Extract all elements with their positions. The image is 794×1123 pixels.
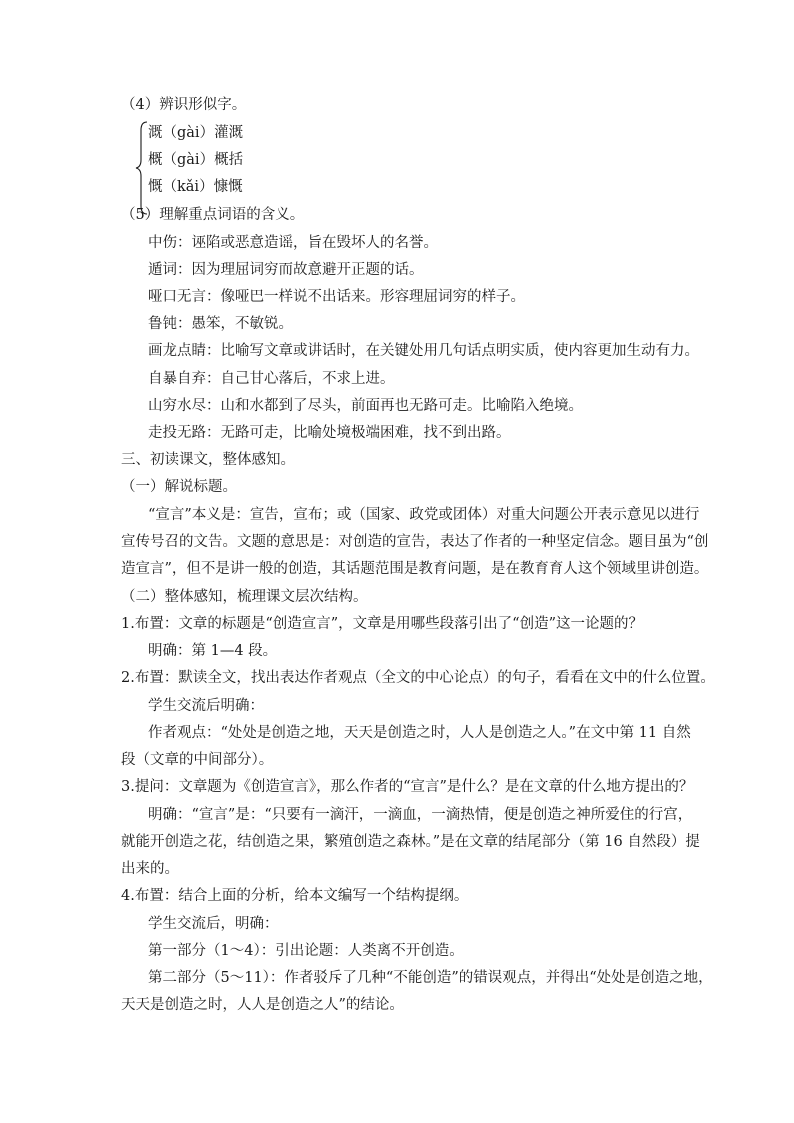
question-2: 2.布置：默读全文，找出表达作者观点（全文的中心论点）的句子，看看在文中的什么位置。 [121, 670, 715, 686]
vocab-item: 遁词：因为理屈词穷而故意避开正题的话。 [148, 262, 424, 278]
vocab-item: 山穷水尽：山和水都到了尽头，前面再也无路可走。比喻陷入绝境。 [148, 398, 583, 414]
similar-char-item: 概（gài）概括 [148, 152, 244, 168]
title-explanation-line: “宣言”本义是：宣告，宣布；或（国家、政党或团体）对重大问题公开表示意见以进行 [148, 507, 700, 523]
answer-3-line: 出来的。 [121, 861, 179, 877]
answer-3-line: 明确：“宣言”是：“只要有一滴汗，一滴血，一滴热情，便是创造之神所爱住的行宫， [148, 807, 693, 823]
answer-2-line: 段（文章的中间部分）。 [121, 752, 274, 768]
vocab-item: 自暴自弃：自己甘心落后，不求上进。 [148, 371, 395, 387]
answer-2-intro: 学生交流后明确： [148, 698, 264, 714]
vocab-item: 走投无路：无路可走，比喻处境极端困难，找不到出路。 [148, 425, 511, 441]
vocab-item: 鲁钝：愚笨，不敏锐。 [148, 316, 293, 332]
question-3: 3.提问：文章题为《创造宣言》，那么作者的“宣言”是什么？是在文章的什么地方提出的？ [121, 779, 694, 795]
question-4: 4.布置：结合上面的分析，给本文编写一个结构提纲。 [121, 888, 469, 904]
outline-part-1: 第一部分（1～4）：引出论题：人类离不开创造。 [148, 943, 464, 959]
answer-3-line: 就能开创造之花，结创造之果，繁殖创造之森林。”是在文章的结尾部分（第 16 自然段）提 [121, 834, 700, 850]
similar-char-item: 溉（gài）灌溉 [148, 125, 244, 141]
part3-heading: 三、初读课文，整体感知。 [121, 452, 295, 468]
answer-1: 明确：第 1—4 段。 [148, 643, 278, 659]
section5-heading: （5）理解重点词语的含义。 [121, 207, 305, 223]
similar-char-item: 慨（kǎi）慷慨 [148, 179, 243, 195]
answer-4-intro: 学生交流后，明确： [148, 916, 279, 932]
vocab-item: 哑口无言：像哑巴一样说不出话来。形容理屈词穷的样子。 [148, 289, 525, 305]
section4-heading: （4）辨识形似字。 [121, 97, 247, 113]
subsection2-heading: （二）整体感知，梳理课文层次结构。 [121, 589, 368, 605]
vocab-item: 中伤：诬陷或恶意造谣，旨在毁坏人的名誉。 [148, 235, 438, 251]
subsection1-heading: （一）解说标题。 [121, 479, 237, 495]
outline-part-2-continued: 天天是创造之时，人人是创造之人”的结论。 [121, 997, 404, 1013]
title-explanation-line: 宣传号召的文告。文题的意思是：对创造的宣告，表达了作者的一种坚定信念。题目虽为“创 [121, 534, 709, 550]
answer-2-line: 作者观点：“处处是创造之地，天天是创造之时，人人是创造之人。”在文中第 11 自然 [148, 725, 691, 741]
title-explanation-line: 造宣言”，但不是讲一般的创造，其话题范围是教育问题，是在教育育人这个领域里讲创造。 [121, 561, 709, 577]
vocab-item: 画龙点睛：比喻写文章或讲话时，在关键处用几句话点明实质，使内容更加生动有力。 [148, 343, 699, 359]
question-1: 1.布置：文章的标题是“创造宣言”，文章是用哪些段落引出了“创造”这一论题的？ [121, 616, 643, 632]
outline-part-2: 第二部分（5～11）：作者驳斥了几种“不能创造”的错误观点，并得出“处处是创造之地， [148, 970, 713, 986]
left-brace-icon [135, 120, 149, 216]
